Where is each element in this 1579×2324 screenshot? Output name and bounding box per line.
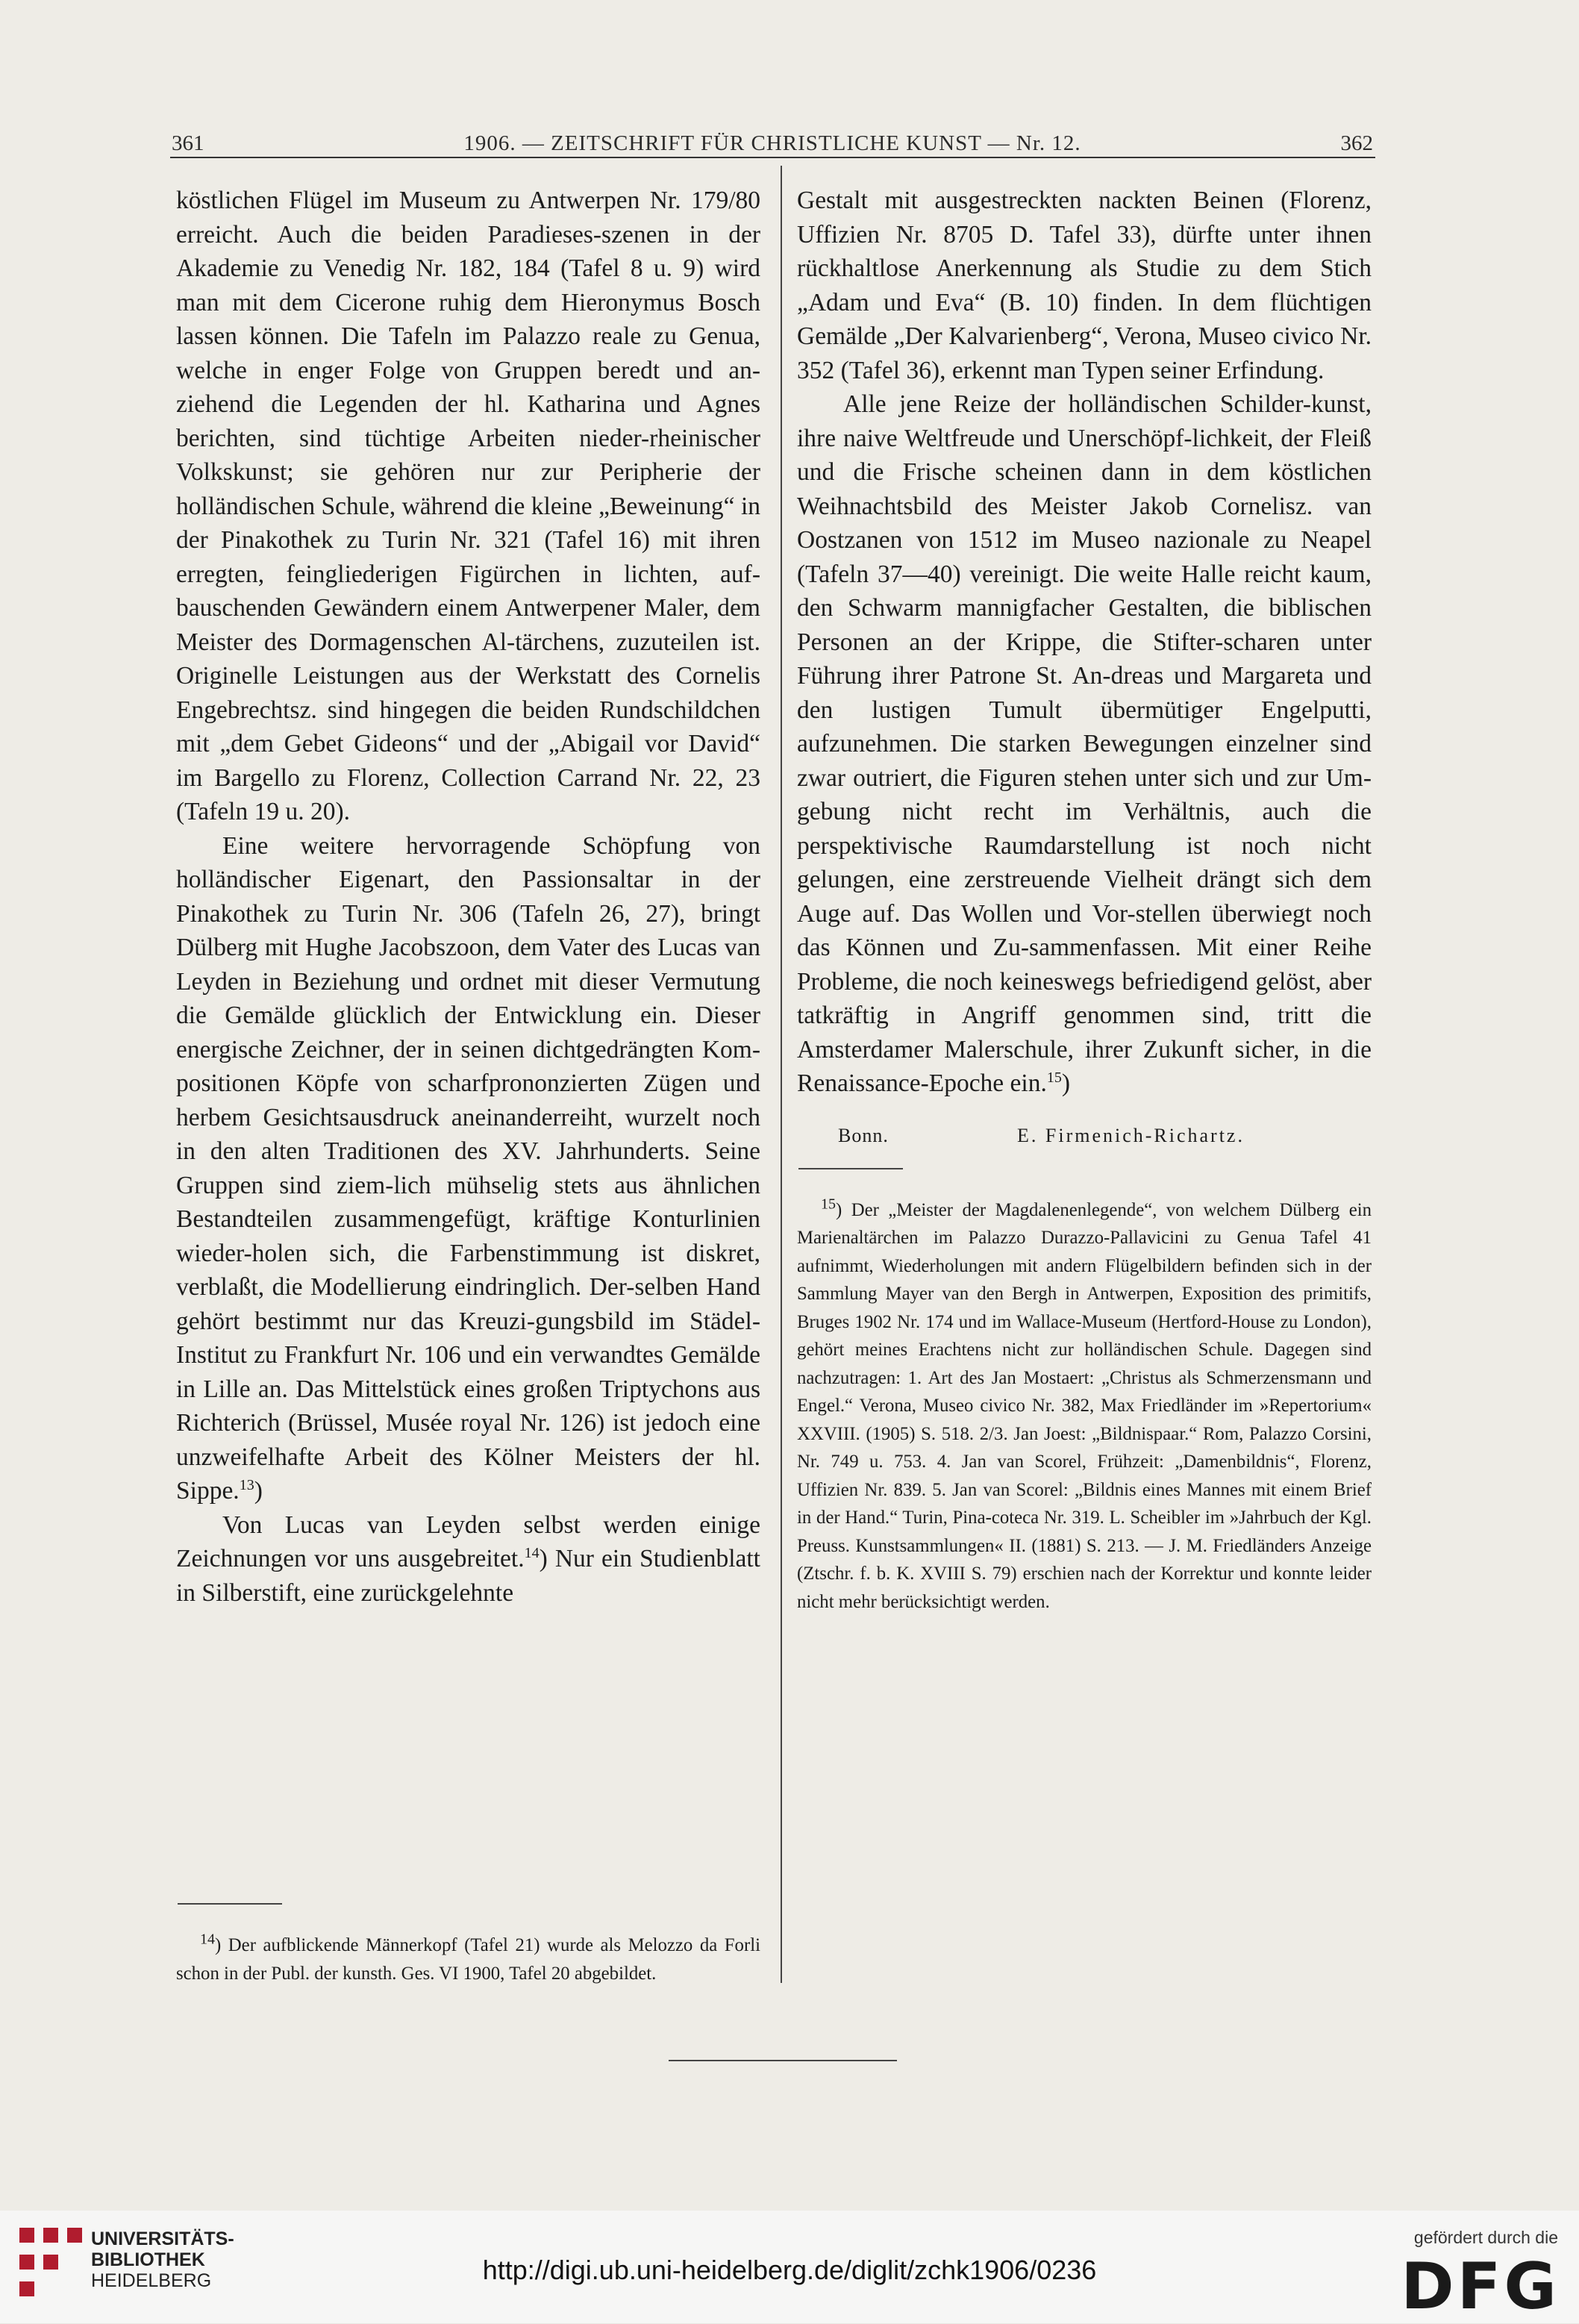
journal-title: 1906. — ZEITSCHRIFT FÜR CHRISTLICHE KUNST — Nr. 12. bbox=[463, 131, 1081, 155]
footnote-ref[interactable]: 15 bbox=[1046, 1069, 1062, 1086]
footnote: $^{15}$) Der „Meister der Magdalenenlegende“, von welchem Dülberg ein Marienaltärchen im Palazzo Durazzo-Pallavicini zu Genua Tafel 41 aufnimmt, Wiederholungen mit andern Flügelbildern befinden sich in der Sammlung Mayer van den Bergh in Antwerpen, Exposition des primitifs, Bruges 1902 Nr. 174 und im Wallace-Museum (Hertford-House zu London), gehört meines Erachtens nicht zur holländischen Schule. Dagegen sind nachzutragen: 1. Art des Jan Mostaert: „Christus als Schmerzensmann und Engel.“ Verona, Museo civico Nr. 382, Max Friedländer im »Repertorium« XXVIII. (1905) S. 518. 2/3. Jan Joest: „Bildnispaar.“ Rom, Palazzo Corsini, Nr. 749 u. 753. 4. Jan van Scorel, Frühzeit: „Damenbildnis“, Florenz, Uffizien Nr. 839. 5. Jan van Scorel: „Bildnis eines Mannes mit einem Brief in der Hand.“ Turin, Pina-coteca Nr. 319. L. Scheibler im »Jahrbuch der Kgl. Preuss. Kunstsammlungen« II. (1881) S. 213. — J. M. Friedländers Anzeige (Ztschr. f. b. K. XVIII S. 79) erschien nach der Korrektur und konnte leider nicht mehr berücksichtigt werden. bbox=[797, 1196, 1372, 1612]
permalink-url[interactable]: http://digi.ub.uni-heidelberg.de/diglit/zchk1906/0236 bbox=[482, 2255, 1097, 2285]
end-rule bbox=[669, 2060, 897, 2061]
footnote-area bbox=[797, 1168, 1372, 1617]
footnote-area bbox=[176, 1882, 760, 1987]
footnote-ref[interactable]: 13 bbox=[239, 1476, 254, 1493]
dfg-logo-icon[interactable]: DFG bbox=[1401, 2249, 1560, 2324]
page-number-left: 361 bbox=[172, 131, 204, 155]
column-divider bbox=[781, 166, 782, 1983]
paragraph: Eine weitere hervorragende Schöpfung von holländischer Eigenart, den Passionsaltar in der Pinakothek zu Turin Nr. 306 (Tafeln 26, 27), bringt Dülberg mit Hughe Jacobszoon, dem Vater des Lucas van Leyden in Beziehung und ordnet mit dieser Vermutung die Gemälde glücklich der Entwicklung ein. Dieser energische Zeichner, der in seinen dichtgedrängten Kom-positionen Köpfe von scharfprononzierten Zügen und herbem Gesichtsausdruck aneinanderreiht, wurzelt noch in den alten Traditionen des XV. Jahrhunderts. Seine Gruppen sind ziem-lich mühselig stets aus ähnlichen Bestandteilen zusammengefügt, kräftige Konturlinien wieder-holen sich, die Farbenstimmung ist diskret, verblaßt, die Modellierung eindringlich. Der-selben Hand gehört bestimmt nur das Kreuzi-gungsbild im Städel-Institut zu Frankfurt Nr. 106 und ein verwandtes Gemälde in Lille an. Das Mittelstück eines großen Triptychons aus Richterich (Brüssel, Musée royal Nr. 126) ist jedoch eine unzweifelhafte Arbeit des Kölner Meisters der hl. Sippe.$^{13}$) bbox=[176, 831, 760, 1505]
signature-author: E. Firmenich-Richartz. bbox=[1017, 1124, 1245, 1146]
right-column bbox=[797, 184, 1372, 1616]
signature-city: Bonn. bbox=[838, 1124, 889, 1146]
viewer-footer bbox=[0, 2211, 1579, 2323]
library-name[interactable]: UNIVERSITÄTS- BIBLIOTHEK HEIDELBERG bbox=[91, 2228, 234, 2291]
footnote: $^{14}$) Der aufblickende Männerkopf (Tafel 21) wurde als Melozzo da Forli schon in der Publ. der kunsth. Ges. VI 1900, Tafel 20 abgebildet. bbox=[176, 1931, 760, 1984]
paragraph: köstlichen Flügel im Museum zu Antwerpen Nr. 179/80 erreicht. Auch die beiden Paradieses-szenen in der Akademie zu Venedig Nr. 182, 184 (Tafel 8 u. 9) wird man mit dem Cicerone ruhig dem Hieronymus Bosch lassen können. Die Tafeln im Palazzo reale zu Genua, welche in enger Folge von Gruppen beredt und an-ziehend die Legenden der hl. Katharina und Agnes berichten, sind tüchtige Arbeiten nieder-rheinischer Volkskunst; sie gehören nur zur Peripherie der holländischen Schule, während die kleine „Beweinung“ in der Pinakothek zu Turin Nr. 321 (Tafel 16) mit ihren erregten, feingliederigen Figürchen in lichten, auf-bauschenden Gewändern einem Antwerpener Maler, dem Meister des Dormagenschen Al-tärchens, zuzuteilen ist. Originelle Leistungen aus der Werkstatt des Cornelis Engebrechtsz. sind hingegen die beiden Rundschildchen mit „dem Gebet Gideons“ und der „Abigail vor David“ im Bargello zu Florenz, Collection Carrand Nr. 22, 23 (Tafeln 19 u. 20). bbox=[176, 187, 760, 825]
footnote-rule bbox=[178, 1903, 282, 1905]
left-column bbox=[176, 184, 760, 1984]
footnote-rule bbox=[798, 1168, 903, 1169]
header-rule bbox=[170, 157, 1375, 158]
paragraph: Alle jene Reize der holländischen Schilder-kunst, ihre naive Weltfreude und Unerschöpf-lichkeit, der Fleiß und die Frische scheinen dann in dem köstlichen Weihnachtsbild des Meister Jakob Cornelisz. van Oostzanen von 1512 im Museo nazionale zu Neapel (Tafeln 37—40) vereinigt. Die weite Halle reicht kaum, den Schwarm mannigfacher Gestalten, die biblischen Personen an der Krippe, die Stifter-scharen unter Führung ihrer Patrone St. An-dreas und Margareta und den lustigen Tumult übermütiger Engelputti, aufzunehmen. Die starken Bewegungen einzelner sind zwar outriert, die Figuren stehen unter sich und zur Um-gebung nicht recht im Verhältnis, auch die perspektivische Raumdarstellung ist noch nicht gelungen, eine zerstreuende Vielheit drängt sich dem Auge auf. Das Wollen und Vor-stellen überwiegt noch das Können und Zu-sammenfassen. Mit einer Reihe Probleme, die noch keineswegs befriedigend gelöst, aber tatkräftig in Angriff genommen sind, tritt die Amsterdamer Malerschule, ihrer Zukunft sicher, in die Renaissance-Epoche ein.$^{15}$) bbox=[797, 390, 1372, 1097]
footnote-ref[interactable]: 14 bbox=[524, 1544, 540, 1561]
funding-caption: gefördert durch die bbox=[1413, 2228, 1558, 2247]
paragraph: Von Lucas van Leyden selbst werden einige Zeichnungen vor uns ausgebreitet.$^{14}$) Nur ein Studienblatt in Silberstift, eine zurückgelehnte bbox=[176, 1511, 760, 1607]
paragraph: Gestalt mit ausgestreckten nackten Beinen (Florenz, Uffizien Nr. 8705 D. Tafel 33), dürfte unter ihnen rückhaltlose Anerkennung als Studie zu dem Stich „Adam und Eva“ (B. 10) finden. In dem flüchtigen Gemälde „Der Kalvarienberg“, Verona, Museo civico Nr. 352 (Tafel 36), erkennt man Typen seiner Erfindung. bbox=[797, 187, 1372, 384]
page-number-right: 362 bbox=[1340, 131, 1373, 155]
signature-line bbox=[838, 1125, 1372, 1147]
